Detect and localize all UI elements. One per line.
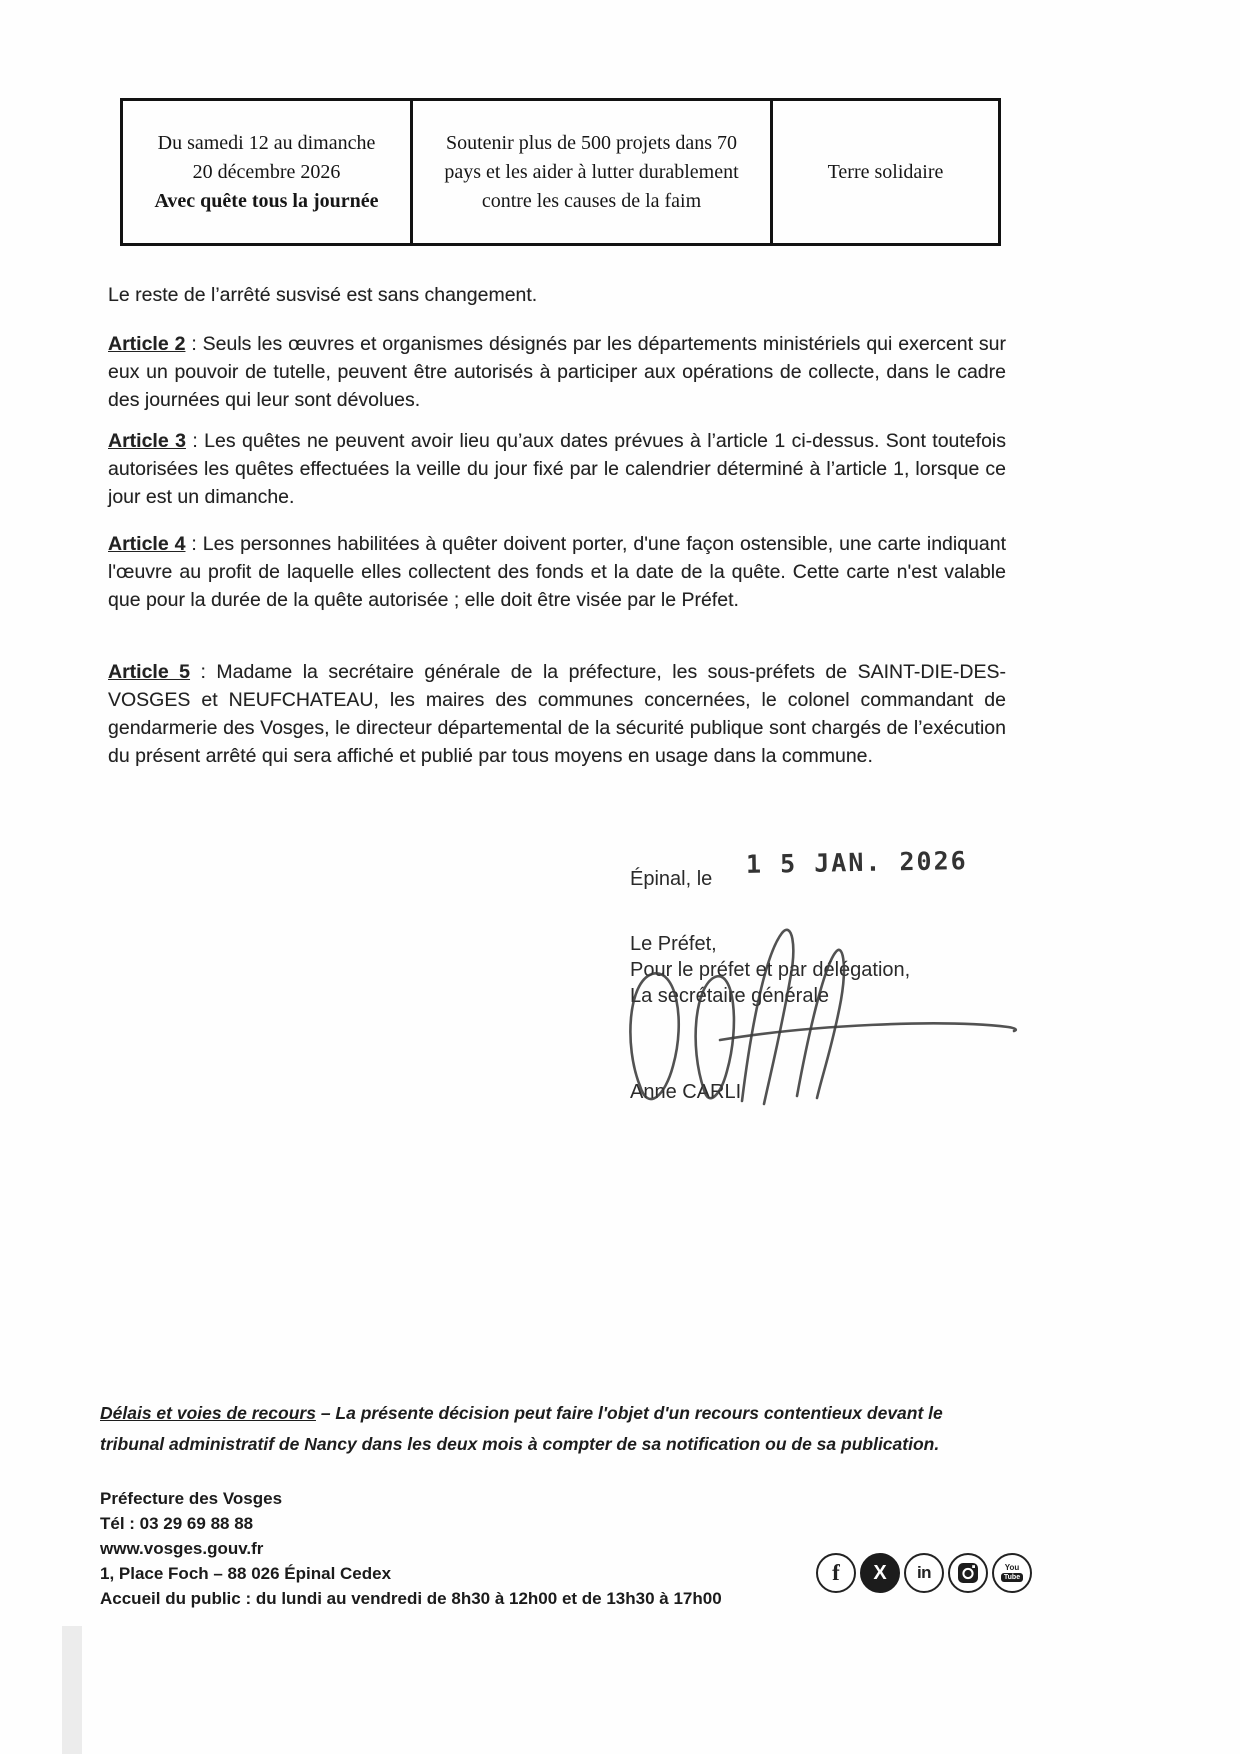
recourse-label: Délais et voies de recours xyxy=(100,1403,316,1423)
scan-artifact xyxy=(62,1626,82,1754)
place-and-date-label: Épinal, le xyxy=(630,868,713,890)
youtube-glyph: You Tube xyxy=(1001,1564,1023,1582)
table-cell-organization: Terre solidaire xyxy=(772,100,1000,245)
instagram-icon xyxy=(948,1553,988,1593)
article-4-paragraph xyxy=(108,530,1006,614)
footer-website: www.vosges.gouv.fr xyxy=(100,1539,264,1558)
article-5-paragraph xyxy=(108,658,1006,770)
footer-address: 1, Place Foch – 88 026 Épinal Cedex xyxy=(100,1564,392,1583)
intro-paragraph: Le reste de l’arrêté susvisé est sans changement. xyxy=(108,284,538,306)
date-stamp: 1 5 JAN. 2026 xyxy=(746,846,969,879)
facebook-icon xyxy=(816,1553,856,1593)
linkedin-glyph: in xyxy=(916,1563,932,1582)
article-4-text: : Les personnes habilitées à quêter doivent porter, d'une façon ostensible, une carte indiquant l'œuvre au profit de laquelle elles collectent des fonds et la date de la quête. Cette carte n'est valable que pour la durée de la quête autorisée ; elle doit être visée par le Préfet. xyxy=(108,533,1007,611)
article-3-label: Article 3 xyxy=(108,430,186,452)
article-5-text: : Madame la secrétaire générale de la préfecture, les sous-préfets de SAINT-DIE-DES-VOSGES et NEUFCHATEAU, les maires des communes concernées, le colonel commandant de gendarmerie des Vosges, le directeur départemental de la sécurité publique sont chargés de l’exécution du présent arrêté qui sera affiché et publié par tous moyens en usage dans la commune. xyxy=(108,661,1007,767)
facebook-glyph: f xyxy=(832,1560,840,1585)
recourse-notice xyxy=(100,1398,1010,1460)
signatory-name: Anne CARLI xyxy=(630,1081,742,1103)
dates-line1: Du samedi 12 au dimanche xyxy=(157,131,376,154)
article-5-label: Article 5 xyxy=(108,661,191,683)
dates-line2: 20 décembre 2026 xyxy=(192,160,341,183)
table-row xyxy=(122,100,1000,245)
collection-dates-table xyxy=(120,98,1001,246)
linkedin-icon xyxy=(904,1553,944,1593)
social-icons xyxy=(816,1553,1032,1593)
signature-line-prefet: Le Préfet, xyxy=(630,933,717,955)
signature-line-secretaire: La secrétaire générale xyxy=(630,985,830,1007)
dates-line3: Avec quête tous la journée xyxy=(154,189,379,212)
instagram-camera-glyph xyxy=(957,1562,979,1584)
article-2-label: Article 2 xyxy=(108,333,186,355)
signature-line-delegation: Pour le préfet et par délégation, xyxy=(630,959,911,981)
article-4-label: Article 4 xyxy=(108,533,186,555)
article-2-paragraph xyxy=(108,330,1006,414)
footer-phone: Tél : 03 29 69 88 88 xyxy=(100,1514,254,1533)
table-cell-dates xyxy=(122,100,412,245)
table-cell-purpose: Soutenir plus de 500 projets dans 70 pays et les aider à lutter durablement contre les causes de la faim xyxy=(412,100,772,245)
footer-contact xyxy=(100,1486,722,1611)
youtube-icon xyxy=(992,1553,1032,1593)
footer-prefecture-name: Préfecture des Vosges xyxy=(100,1489,283,1508)
footer-opening-hours: Accueil du public : du lundi au vendredi de 8h30 à 12h00 et de 13h30 à 17h00 xyxy=(100,1589,722,1608)
article-3-text: : Les quêtes ne peuvent avoir lieu qu’aux dates prévues à l’article 1 ci-dessus. Sont toutefois autorisées les quêtes effectuées la veille du jour fixé par le calendrier déterminé à l’article 1, lorsque ce jour est un dimanche. xyxy=(108,430,1006,508)
x-glyph: X xyxy=(873,1561,887,1584)
recourse-text: – La présente décision peut faire l'objet d'un recours contentieux devant le tribunal administratif de Nancy dans les deux mois à compter de sa notification ou de sa publication. xyxy=(100,1403,943,1454)
article-2-text: : Seuls les œuvres et organismes désignés par les départements ministériels qui exercent sur eux un pouvoir de tutelle, peuvent être autorisés à participer aux opérations de collecte, dans le cadre des journées qui leur sont dévolues. xyxy=(108,333,1007,411)
x-twitter-icon xyxy=(860,1553,900,1593)
article-3-paragraph xyxy=(108,427,1006,511)
signature-block xyxy=(630,846,1050,1104)
